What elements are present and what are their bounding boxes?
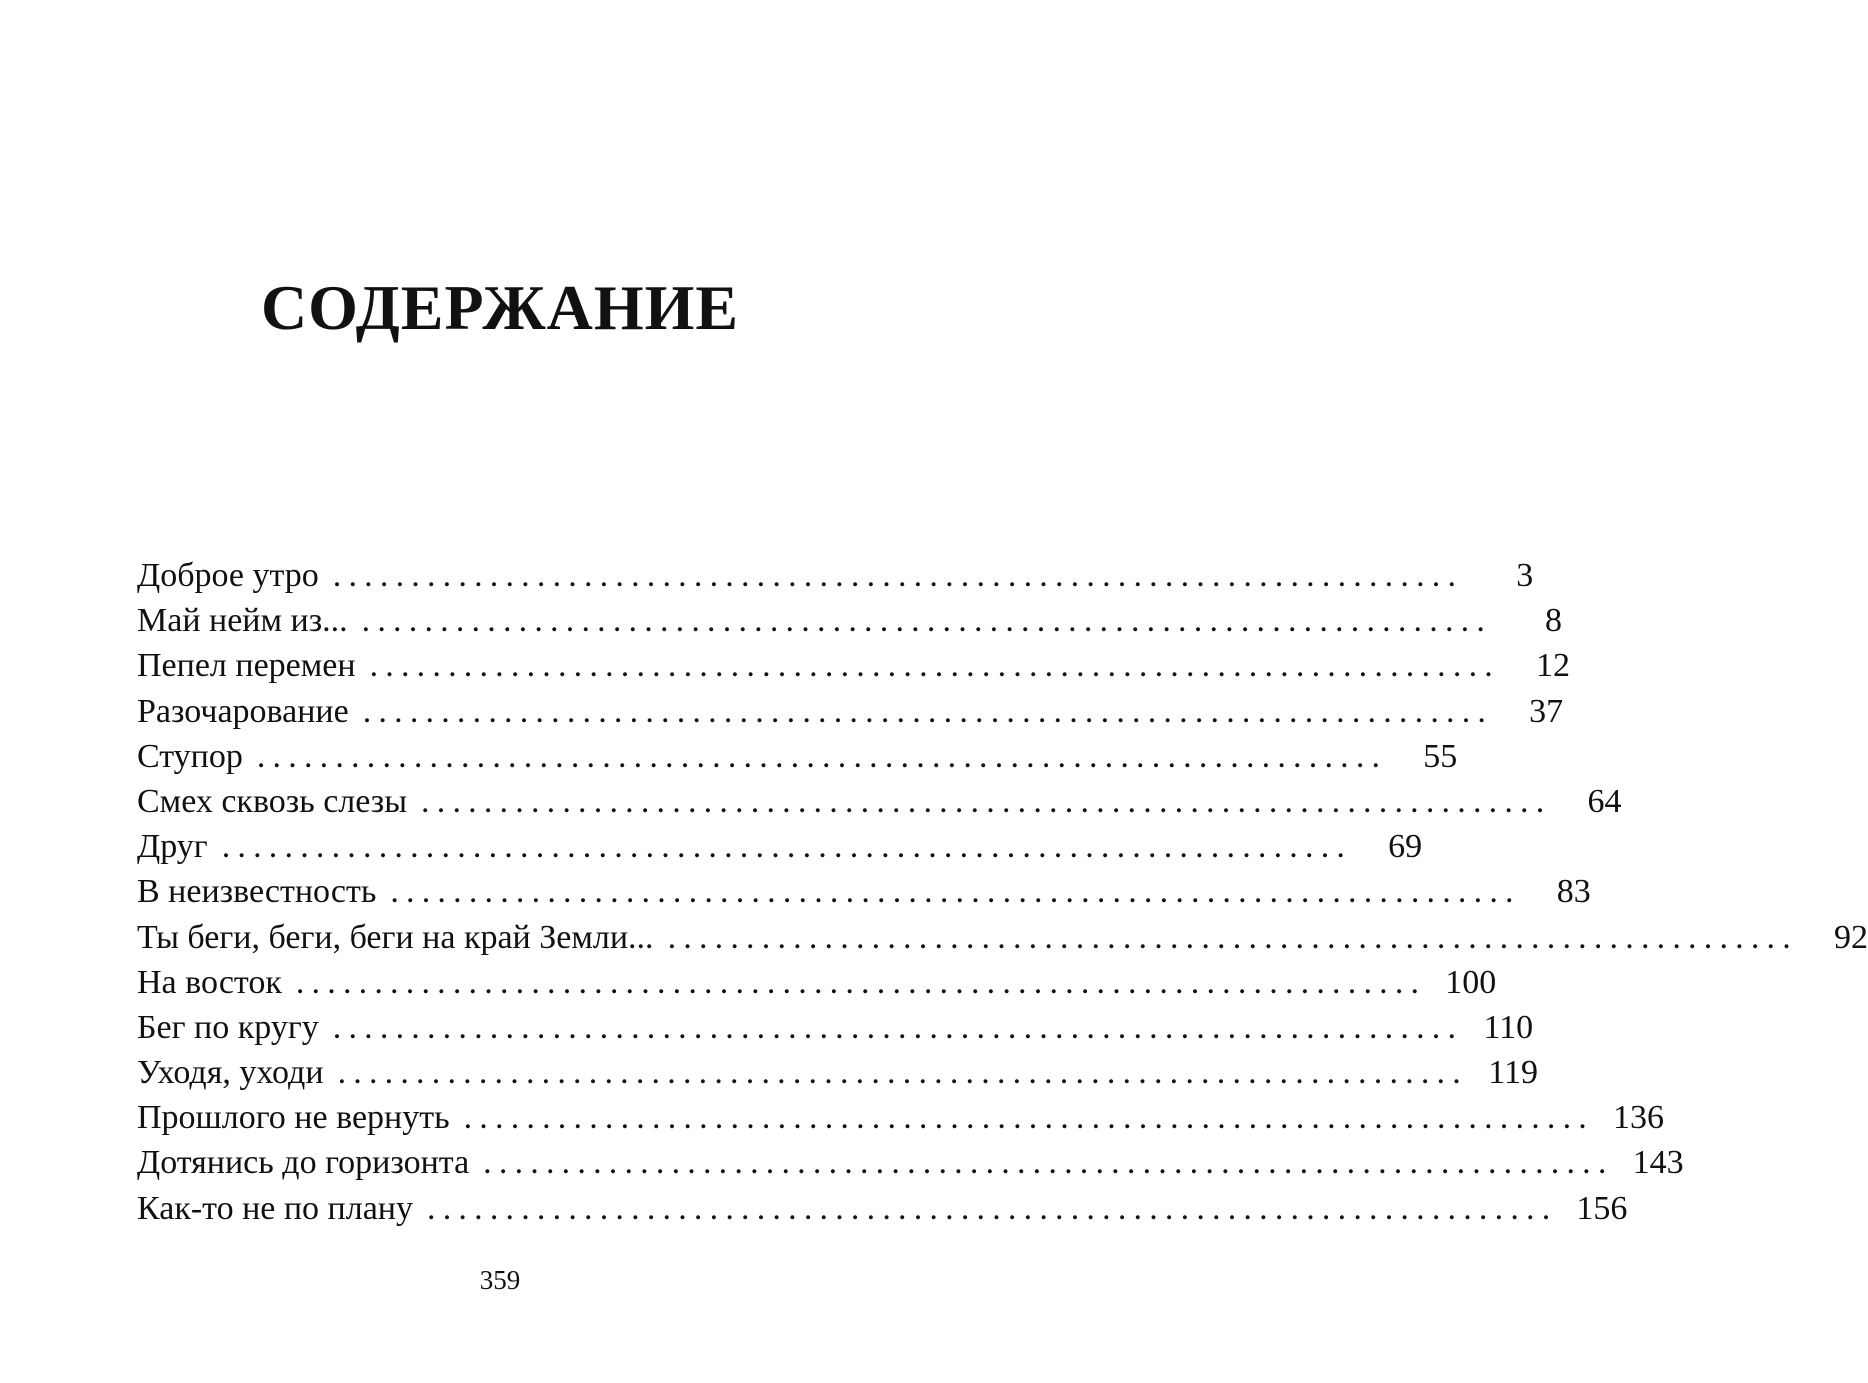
toc-entry-title: Май нейм из... — [137, 602, 348, 640]
toc-entry — [137, 779, 1622, 824]
toc-entry-page: 55 — [1423, 737, 1458, 775]
toc-entry-title: Бег по кругу — [137, 1008, 319, 1046]
toc-entry-page: 37 — [1529, 692, 1564, 730]
toc-leader-dots: ........................................................................ — [221, 828, 1353, 866]
toc-entry-title: Доброе утро — [137, 557, 319, 594]
toc-entry-title: Пепел перемен — [137, 647, 356, 685]
toc-entry-page: 92 — [1833, 918, 1868, 956]
toc-entry-page: 69 — [1388, 828, 1423, 866]
toc-entry-page: 100 — [1445, 963, 1497, 1001]
toc-entry-title: Разочарование — [137, 692, 349, 730]
toc-entry — [137, 1005, 1534, 1050]
toc-leader-dots: ........................................................................ — [362, 692, 1494, 730]
toc-leader-dots: ........................................................................ — [337, 1054, 1468, 1092]
toc-leader-dots: ........................................................................ — [421, 782, 1552, 820]
toc-entry-title: На восток — [137, 963, 282, 1001]
toc-entry-title: Ты беги, беги, беги на край Земли... — [137, 918, 654, 956]
toc-leader-dots: ........................................................................ — [427, 1189, 1558, 1227]
toc-entry-page: 8 — [1545, 602, 1563, 640]
toc-leader-dots: ........................................................................ — [463, 1099, 1594, 1137]
table-of-contents — [137, 553, 1868, 1231]
toc-leader-dots: ........................................................................ — [361, 602, 1493, 640]
toc-entry — [137, 689, 1564, 734]
toc-leader-dots: ........................................................................ — [483, 1144, 1614, 1182]
toc-entry-title: Ступор — [137, 737, 243, 775]
toc-leader-dots: ........................................................................ — [369, 647, 1500, 685]
toc-leader-dots: ........................................................................ — [256, 737, 1388, 775]
toc-entry — [137, 1095, 1664, 1140]
toc-entry-page: 143 — [1632, 1144, 1684, 1182]
toc-entry — [137, 960, 1497, 1005]
toc-entry — [137, 553, 1534, 598]
toc-leader-dots: ........................................................................ — [332, 557, 1464, 594]
toc-entry-page: 119 — [1488, 1054, 1538, 1092]
toc-entry-page: 3 — [1516, 557, 1534, 594]
toc-entry — [137, 1140, 1684, 1185]
toc-leader-dots: ........................................................................ — [332, 1008, 1464, 1046]
toc-entry-title: Как-то не по плану — [137, 1189, 414, 1227]
toc-entry — [137, 734, 1458, 779]
toc-entry-page: 12 — [1535, 647, 1570, 685]
toc-leader-dots: ........................................................................ — [295, 963, 1427, 1001]
toc-entry-page: 136 — [1613, 1099, 1664, 1137]
toc-entry — [137, 869, 1591, 914]
toc-entry-title: Смех сквозь слезы — [137, 782, 408, 820]
toc-leader-dots: ........................................................................ — [667, 918, 1798, 956]
toc-entry — [137, 598, 1563, 643]
toc-entry — [137, 915, 1868, 960]
toc-entry — [137, 643, 1570, 688]
toc-entry-page: 83 — [1556, 873, 1591, 911]
toc-entry — [137, 824, 1423, 869]
toc-entry-title: В неизвестность — [137, 873, 377, 911]
page-number: 359 — [479, 1265, 521, 1295]
toc-entry — [137, 1186, 1628, 1231]
toc-entry-title: Прошлого не вернуть — [137, 1099, 450, 1137]
toc-entry — [137, 1050, 1538, 1095]
toc-entry-title: Дотянись до горизонта — [137, 1144, 470, 1182]
page-title: СОДЕРЖАНИЕ — [260, 272, 740, 343]
toc-entry-title: Друг — [137, 828, 208, 866]
toc-leader-dots: ........................................................................ — [390, 873, 1521, 911]
toc-entry-page: 156 — [1576, 1189, 1628, 1227]
toc-entry-title: Уходя, уходи — [137, 1054, 324, 1092]
toc-entry-page: 110 — [1483, 1008, 1534, 1046]
toc-entry-page: 64 — [1587, 782, 1622, 820]
